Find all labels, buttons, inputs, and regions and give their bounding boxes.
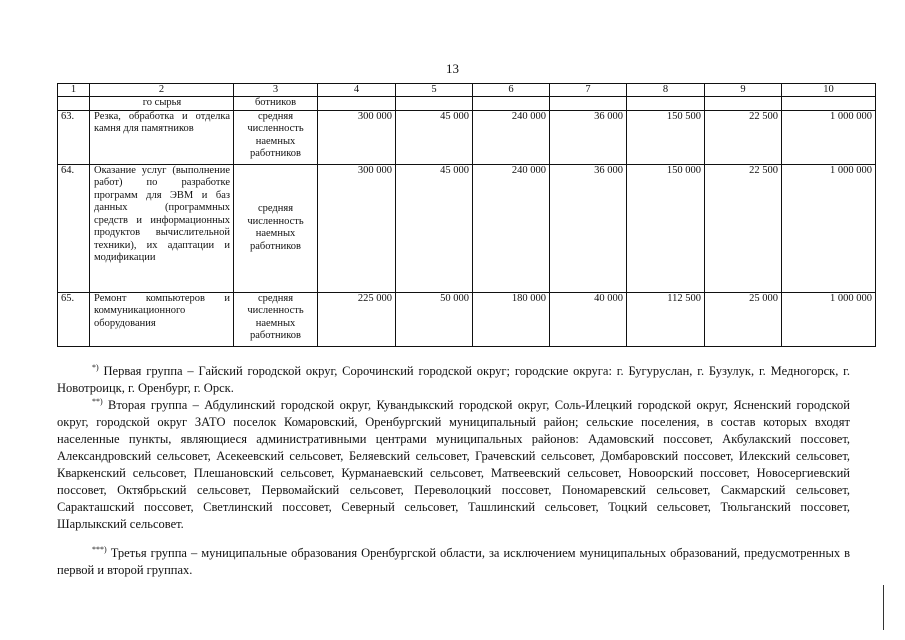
footnote-marker: ***) (92, 544, 107, 554)
value-cell: 1 000 000 (782, 164, 876, 292)
footnote-second-group (57, 397, 850, 533)
rates-table (57, 83, 876, 347)
table-row (58, 164, 876, 292)
footnote-marker: *) (92, 362, 99, 372)
value-cell: 36 000 (550, 110, 627, 164)
footnote-first-group (57, 363, 850, 397)
footnote-text: Первая группа – Гайский городской округ, Сорочинский городской округ; городские округа: г. Бугуруслан, г. Бузулук, г. Медногорск, г. Новотроицк, г. Оренбург, г. Орск. (57, 364, 850, 395)
value-cell: 300 000 (318, 110, 396, 164)
column-header: 9 (705, 84, 782, 97)
column-header: 4 (318, 84, 396, 97)
value-cell: 40 000 (550, 292, 627, 346)
value-cell: 300 000 (318, 164, 396, 292)
page-number: 13 (446, 61, 459, 76)
footnote-marker: **) (92, 396, 103, 406)
column-header: 1 (58, 84, 90, 97)
value-cell: 112 500 (627, 292, 705, 346)
physical-indicator: средняя численность наемных работников (234, 110, 318, 164)
column-header: 2 (90, 84, 234, 97)
activity-name: Ремонт компьютеров и коммуникационного оборудования (90, 292, 234, 346)
value-cell: 180 000 (473, 292, 550, 346)
footnote-text: Третья группа – муниципальные образования Оренбургской области, за исключением муниципальных образований, предусмотренных в первой и второй группах. (57, 546, 851, 577)
physical-indicator: средняя численность наемных работников (234, 164, 318, 292)
table-row-continuation (58, 97, 876, 111)
footnote-third-group (57, 545, 850, 579)
row-index: 64. (58, 164, 90, 292)
value-cell: 50 000 (396, 292, 473, 346)
column-header: 10 (782, 84, 876, 97)
value-cell: 240 000 (473, 164, 550, 292)
column-header: 8 (627, 84, 705, 97)
value-cell: 22 500 (705, 110, 782, 164)
value-cell: 25 000 (705, 292, 782, 346)
column-header: 5 (396, 84, 473, 97)
column-header: 3 (234, 84, 318, 97)
activity-name: Резка, обработка и отделка камня для памятников (90, 110, 234, 164)
row-index: 65. (58, 292, 90, 346)
continuation-basis: ботников (234, 97, 318, 111)
row-index: 63. (58, 110, 90, 164)
continuation-name: го сырья (90, 97, 234, 111)
value-cell: 45 000 (396, 110, 473, 164)
table-header-row (58, 84, 876, 97)
table-row (58, 292, 876, 346)
footnote-text: Вторая группа – Абдулинский городской округ, Кувандыкский городской округ, Соль-Илецкий городской округ, Ясненский городской округ, городской округ ЗАТО поселок Комаровский, Оренбургский муниципальный район; сельские поселения, в состав которых входят населенные пункты, являющиеся административными центрами муниципальных районов: Адамовский поссовет, Акбулакский поссовет, Александровский сельсовет, Асекеевский сельсовет, Беляевский сельсовет, Грачевский сельсовет, Домбаровский поссовет, Илекский сельсовет, Кваркенский сельсовет, Плешановский сельсовет, Курманаевский сельсовет, Матвеевский сельсовет, Новоорский поссовет, Новосергиевский поссовет, Октябрьский сельсовет, Первомайский сельсовет, Переволоцкий поссовет, Пономаревский сельсовет, Сакмарский сельсовет, Саракташский поссовет, Светлинский поссовет, Северный сельсовет, Ташлинский сельсовет, Тоцкий сельсовет, Тюльганский поссовет, Шарлыкский сельсовет. (57, 398, 850, 531)
value-cell: 150 500 (627, 110, 705, 164)
value-cell: 150 000 (627, 164, 705, 292)
value-cell: 22 500 (705, 164, 782, 292)
value-cell: 45 000 (396, 164, 473, 292)
value-cell: 1 000 000 (782, 110, 876, 164)
table-row (58, 110, 876, 164)
value-cell: 36 000 (550, 164, 627, 292)
margin-line (883, 585, 884, 630)
value-cell: 240 000 (473, 110, 550, 164)
physical-indicator: средняя численность наемных работников (234, 292, 318, 346)
value-cell: 1 000 000 (782, 292, 876, 346)
column-header: 6 (473, 84, 550, 97)
activity-name: Оказание услуг (выполнение работ) по разработке программ для ЭВМ и баз данных (программных средств и информационных продуктов вычислительной техники), их адаптации и модификации (90, 164, 234, 292)
value-cell: 225 000 (318, 292, 396, 346)
column-header: 7 (550, 84, 627, 97)
